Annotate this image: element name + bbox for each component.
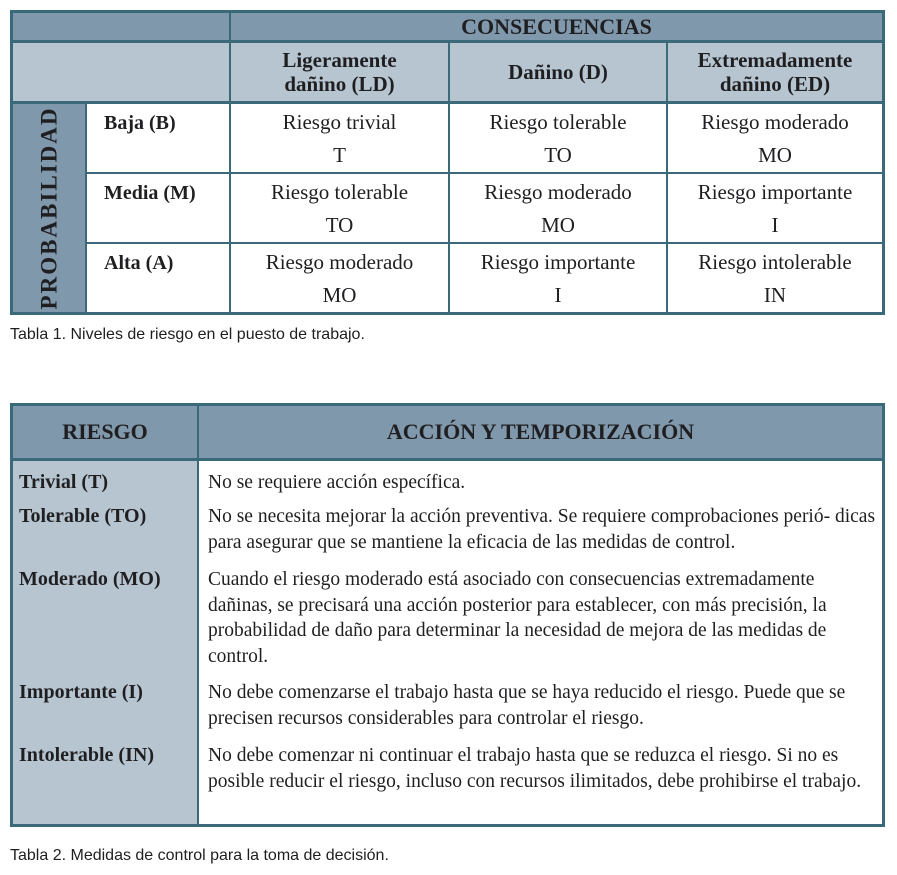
row-label-media: Media (M) [104, 182, 196, 204]
risk-code: MO [758, 143, 792, 167]
column-header-ed [668, 43, 882, 101]
action-column-header [199, 406, 882, 458]
grid-line [448, 40, 450, 312]
risk-code: T [333, 143, 346, 167]
risk-cell [668, 174, 882, 242]
risk-label-tolerable: Tolerable (TO) [19, 505, 147, 527]
grid-line [666, 40, 668, 312]
risk-name: Riesgo tolerable [270, 180, 409, 204]
consequences-header [231, 13, 882, 40]
risk-code: I [554, 283, 562, 307]
action-text-tolerable: No se necesita mejorar la acción preventiva. Se requiere comprobaciones perió- dicas para asegurar que se mantiene la eficacia de las medidas de control. [208, 506, 876, 553]
risk-cell [668, 104, 882, 172]
grid-line [85, 101, 87, 312]
risk-label-moderado: Moderado (MO) [19, 568, 161, 590]
risk-name: Riesgo tolerable [489, 110, 627, 134]
risk-code: I [771, 213, 779, 237]
consequences-header-text: CONSECUENCIAS [461, 13, 652, 39]
risk-code: MO [541, 213, 575, 237]
risk-name: Riesgo trivial [282, 110, 397, 134]
risk-cell [231, 104, 448, 172]
action-text-moderado: Cuando el riesgo moderado está asociado con consecuencias extremadamente dañinas, se precisará una acción posterior para establecer, con más precisión, la probabilidad de daño para determinar la necesidad de mejora de las medidas de control. [208, 569, 827, 667]
risk-cell [668, 244, 882, 312]
row-label-alta: Alta (A) [104, 252, 174, 274]
risk-column-header-text: RIESGO [62, 419, 148, 444]
grid-line [87, 172, 882, 174]
risk-code: TO [544, 143, 572, 167]
risk-name: Riesgo importante [697, 180, 853, 204]
control-measures-table [10, 403, 885, 827]
risk-label-importante: Importante (I) [19, 681, 143, 703]
probability-label [13, 104, 85, 312]
risk-name: Riesgo moderado [484, 180, 632, 204]
action-text-intolerable: No debe comenzar ni continuar el trabajo hasta que se reduzca el riesgo. Si no es posible reducir el riesgo, incluso con recursos ilimitados, debe prohibirse el trabajo. [208, 745, 862, 792]
column-header-ed-line2: dañino (ED) [719, 72, 831, 96]
action-text-trivial: No se requiere acción específica. [208, 472, 466, 493]
risk-cell [231, 174, 448, 242]
column-header-ld-line1: Ligeramente [282, 48, 397, 72]
probability-label-text: PROBABILIDAD [36, 106, 62, 310]
grid-line [197, 406, 199, 824]
risk-code: IN [763, 283, 787, 307]
column-header-ld [231, 43, 448, 101]
table2-caption: Tabla 2. Medidas de control para la toma de decisión. [10, 847, 389, 864]
column-header-d [450, 43, 666, 101]
risk-name: Riesgo moderado [701, 110, 849, 134]
row-label-baja: Baja (B) [104, 112, 176, 134]
risk-label-intolerable: Intolerable (IN) [19, 744, 154, 766]
risk-column-header [13, 406, 197, 458]
header-corner-top [13, 13, 229, 40]
column-header-ld-line2: dañino (LD) [284, 72, 395, 96]
risk-cell [231, 244, 448, 312]
risk-level-table [10, 10, 885, 315]
risk-label-trivial: Trivial (T) [19, 471, 109, 493]
risk-name: Riesgo importante [480, 250, 636, 274]
header-corner-bottom [13, 43, 229, 101]
column-header-d-line1: Dañino (D) [508, 60, 608, 84]
grid-line [229, 13, 231, 312]
table1-caption: Tabla 1. Niveles de riesgo en el puesto de trabajo. [10, 326, 365, 343]
risk-code: TO [325, 213, 354, 237]
risk-cell [450, 244, 666, 312]
column-header-ed-line1: Extremadamente [697, 48, 853, 72]
risk-code: MO [322, 283, 357, 307]
risk-cell [450, 104, 666, 172]
grid-line [87, 242, 882, 244]
risk-name: Riesgo moderado [265, 250, 414, 274]
action-text-importante: No debe comenzarse el trabajo hasta que se haya reducido el riesgo. Puede que se precisen recursos considerables para controlar el riesgo. [208, 682, 846, 729]
risk-name: Riesgo intolerable [698, 250, 852, 274]
risk-cell [450, 174, 666, 242]
action-column-header-text: ACCIÓN Y TEMPORIZACIÓN [386, 419, 695, 444]
